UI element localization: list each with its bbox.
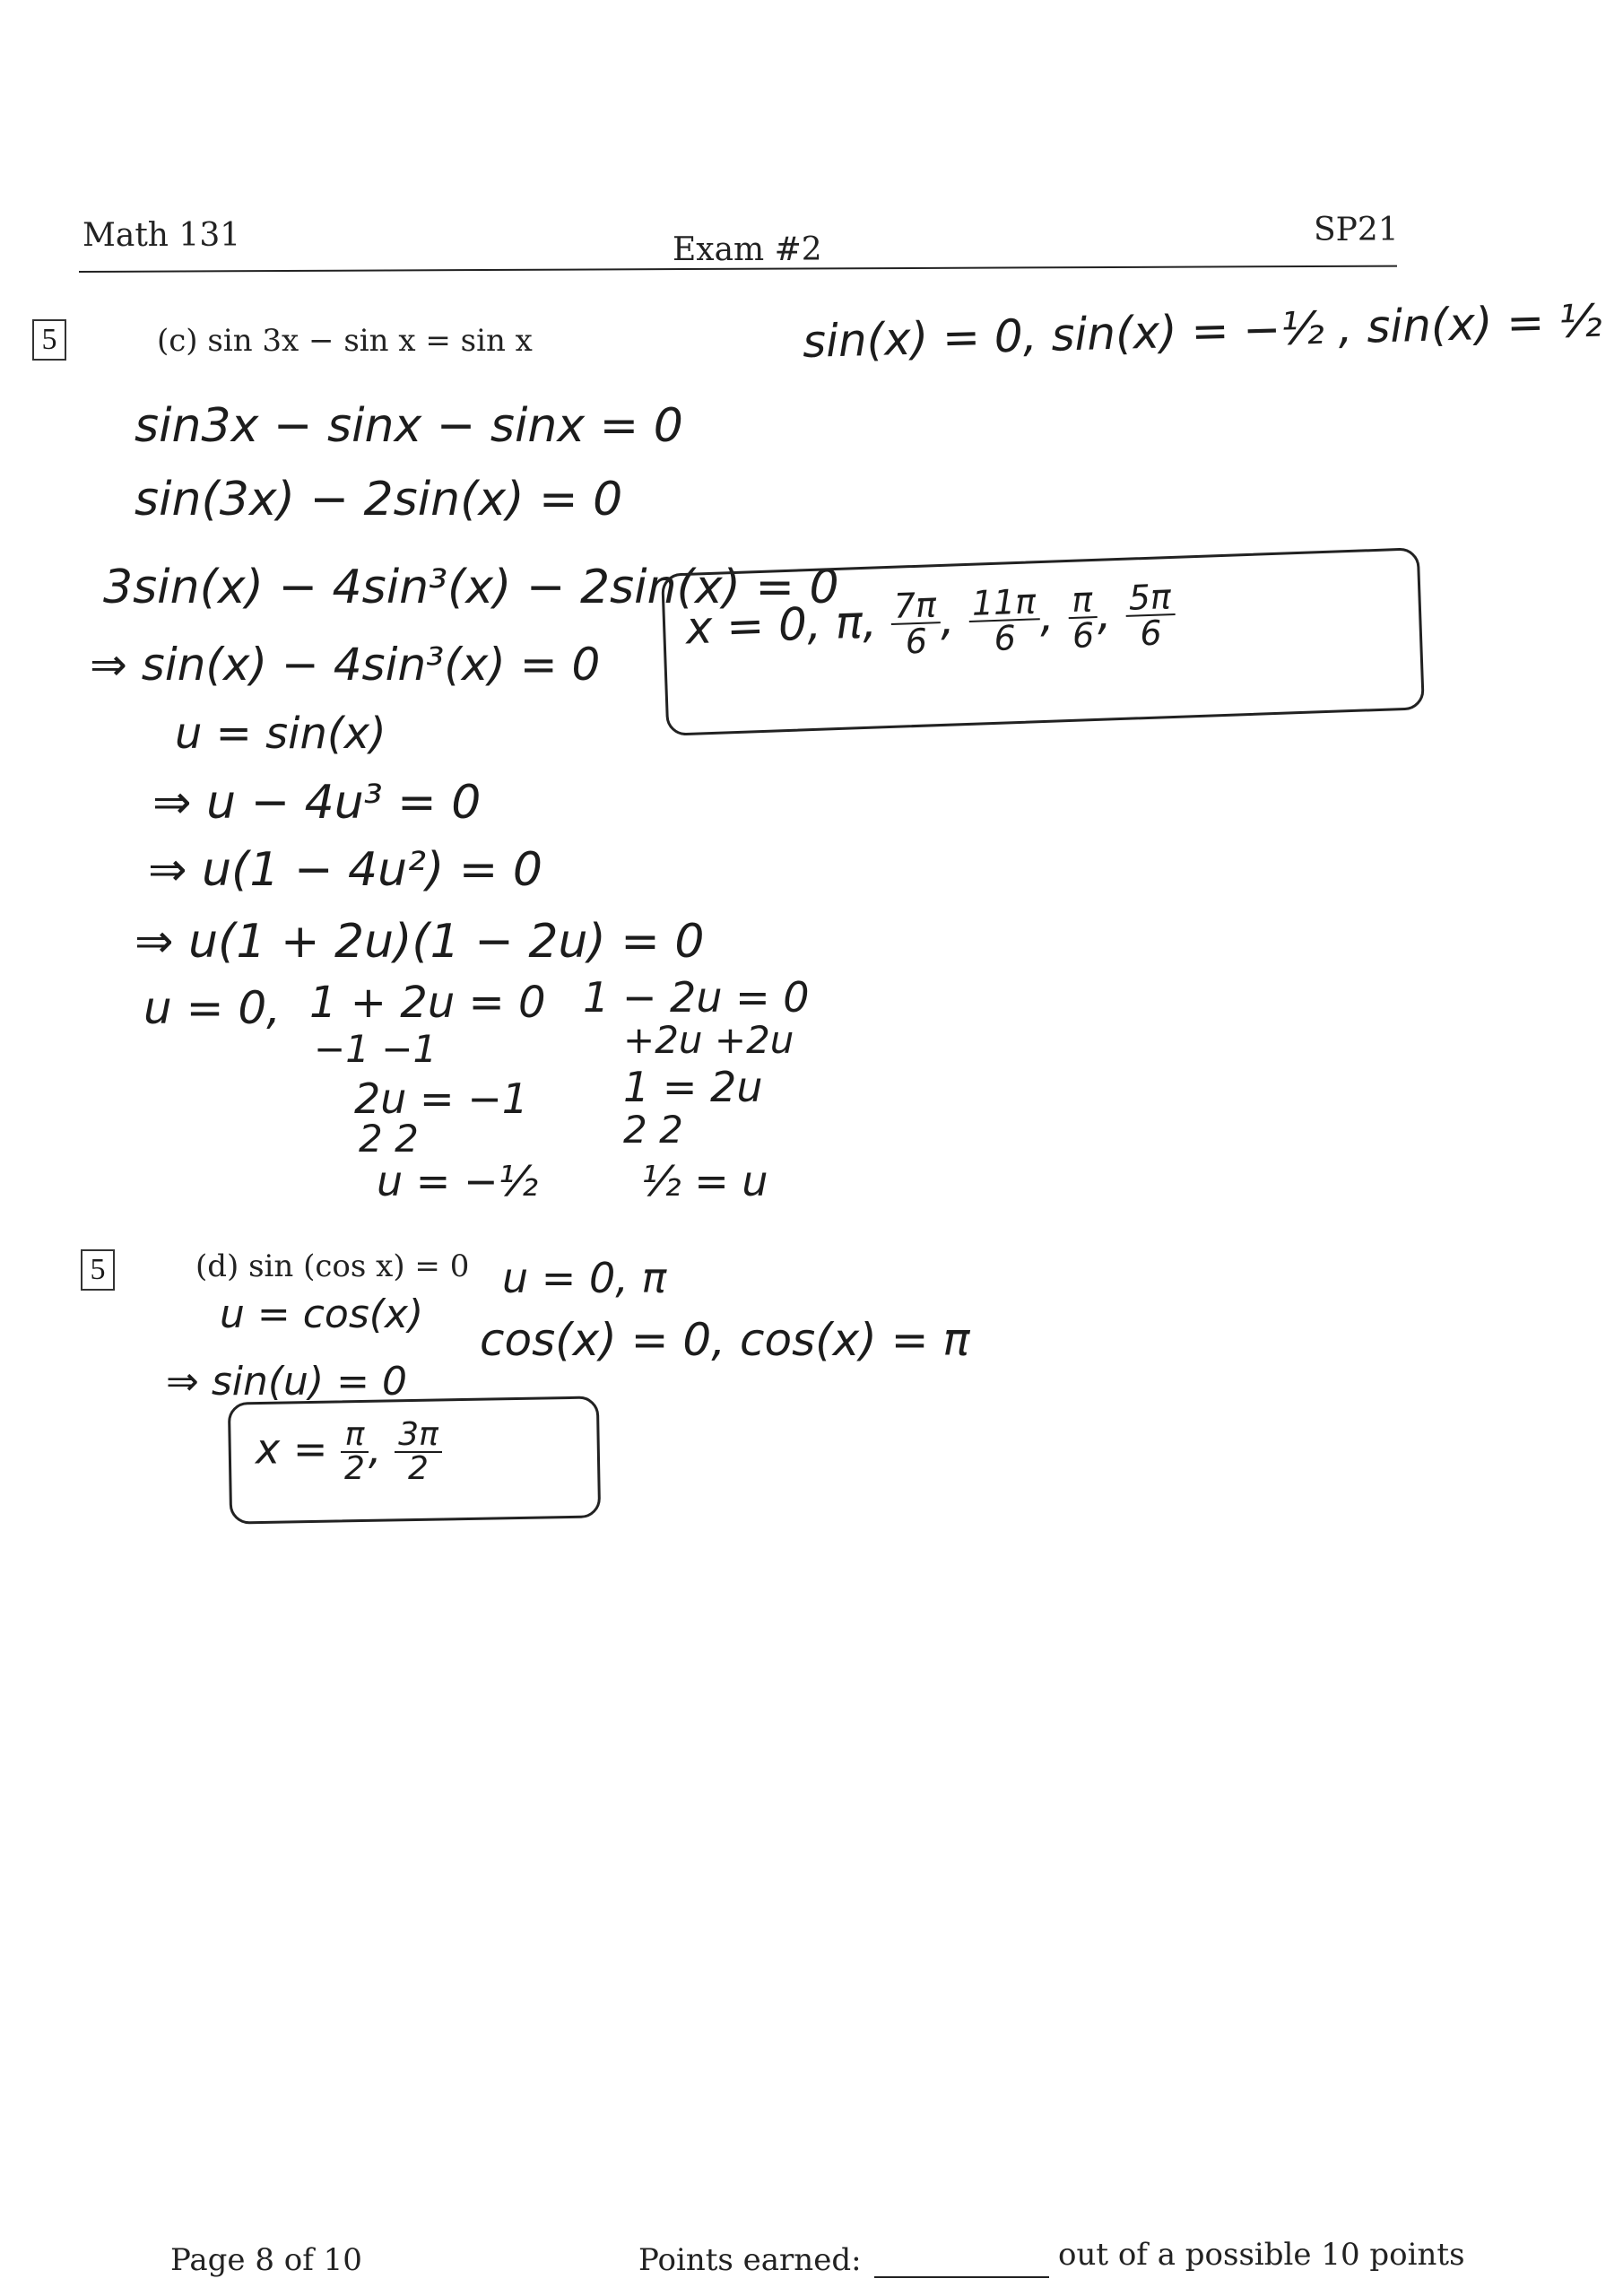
work-line: u = −½: [377, 1157, 539, 1205]
work-line: ⇒ u(1 + 2u)(1 − 2u) = 0: [135, 915, 705, 969]
exam-title: Exam #2: [673, 231, 822, 268]
page-number: Page 8 of 10: [170, 2242, 362, 2278]
work-line: sin(3x) − 2sin(x) = 0: [135, 473, 623, 526]
work-line: ½ = u: [641, 1157, 768, 1205]
work-line: 2 2: [359, 1117, 419, 1161]
work-line: ⇒ u − 4u³ = 0: [152, 776, 482, 830]
problem-c-side-note: sin(x) = 0, sin(x) = −½ , sin(x) = ½: [802, 294, 1603, 368]
work-line: ⇒ sin(x) − 4sin³(x) = 0: [90, 639, 601, 691]
work-line: ⇒ u(1 − 4u²) = 0: [148, 843, 542, 897]
answer-fraction: $\frac{7\pi}{6}$: [890, 587, 942, 659]
points-box-c: 5: [32, 319, 66, 361]
work-line: 3sin(x) − 4sin³(x) − 2sin(x) = 0: [103, 561, 839, 614]
work-line: u = 0, π: [502, 1254, 667, 1302]
answer-fraction: $\frac{\pi}{6}$: [1067, 582, 1098, 653]
answer-d-prefix: x =: [256, 1424, 328, 1474]
work-line: 1 + 2u = 0: [309, 978, 546, 1028]
work-line: sin3x − sinx − sinx = 0: [135, 399, 683, 453]
course-title: Math 131: [82, 217, 241, 254]
possible-points-label: out of a possible 10 points: [1058, 2237, 1465, 2273]
term-label: SP21: [1314, 212, 1399, 248]
answer-c-prefix: x = 0, π,: [684, 596, 878, 655]
work-line: ⇒ sin(u) = 0: [166, 1359, 407, 1405]
answer-fraction: $\frac{5\pi}{6}$: [1124, 579, 1176, 651]
work-line: −1 −1: [314, 1027, 438, 1071]
work-line: 1 = 2u: [623, 1063, 763, 1111]
answer-d: x = $\frac{\pi}{2}$ , $\frac{3\pi}{2}$: [256, 1419, 442, 1485]
answer-c: x = 0, π, $\frac{7\pi}{6}$ , $\frac{11\pi}{6}$ , $\frac{\pi}{6}$ , $\frac{5\pi}{6}$: [685, 579, 1176, 666]
answer-fraction: $\frac{\pi}{2}$: [341, 1419, 369, 1485]
answer-fraction: $\frac{3\pi}{2}$: [395, 1419, 442, 1485]
work-line: u = sin(x): [175, 709, 386, 759]
work-line: +2u +2u: [623, 1018, 794, 1062]
problem-c-label: (c) sin 3x − sin x = sin x: [157, 323, 533, 359]
points-earned-label: Points earned:: [638, 2242, 862, 2278]
work-line: 2 2: [623, 1108, 683, 1152]
work-line: cos(x) = 0, cos(x) = π: [480, 1314, 970, 1366]
work-line: u = cos(x): [220, 1292, 424, 1337]
problem-d-label: (d) sin (cos x) = 0: [195, 1248, 470, 1284]
work-line: 1 − 2u = 0: [583, 973, 810, 1022]
points-earned-blank: [874, 2276, 1049, 2278]
answer-fraction: $\frac{11\pi}{6}$: [968, 584, 1041, 657]
work-line: 2u = −1: [354, 1074, 529, 1123]
work-line: u = 0,: [143, 982, 282, 1034]
points-box-d: 5: [81, 1249, 115, 1291]
